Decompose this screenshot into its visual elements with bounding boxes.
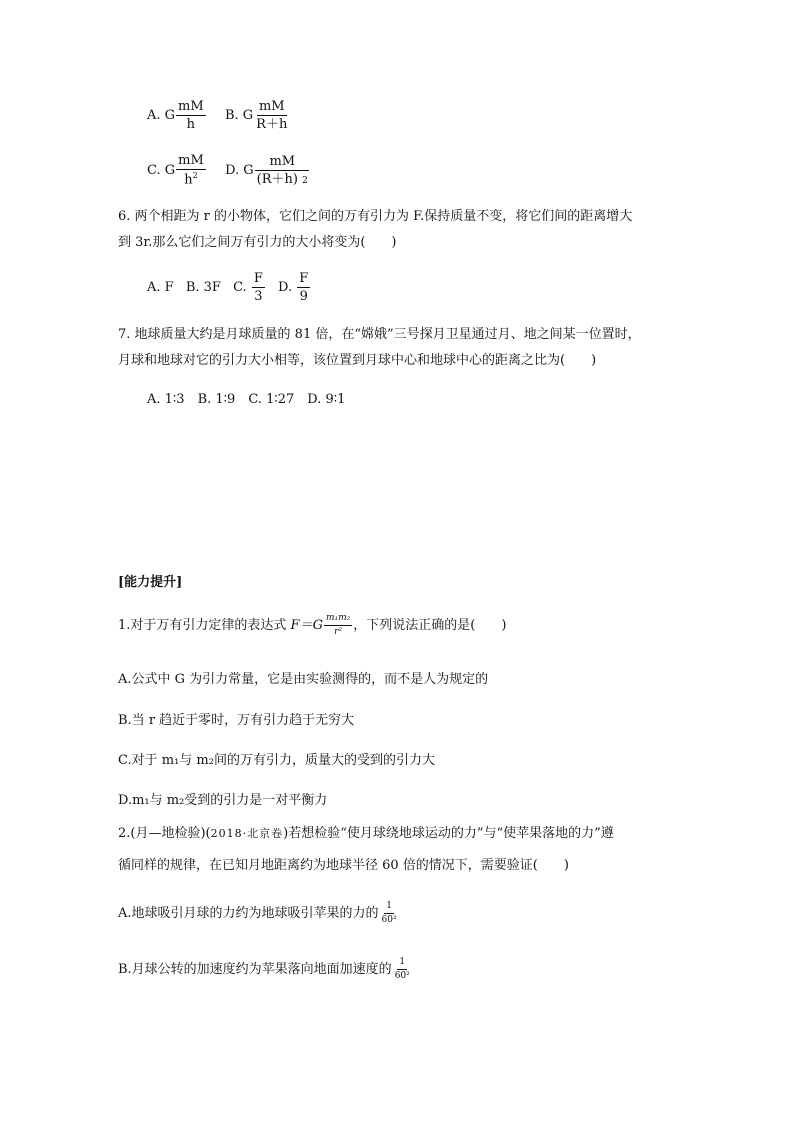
q6-option-d: D. $\frac{F}{9}$: [278, 271, 309, 304]
q5-a-fraction: $\frac{mM}{h}$: [178, 99, 204, 132]
p1-option-d: D.m₁与 m₂受到的引力是一对平衡力: [118, 793, 328, 808]
p2-stem-line1: 2.(月—地检验)(2018·北京卷)若想检验“使月球绕地球运动的力”与“使苹果落地的力”遵: [118, 826, 614, 841]
q6-option-c: C. $\frac{F}{3}$: [233, 271, 263, 304]
p2-stem-line2: 循同样的规律，在已知月地距离约为地球半径 60 倍的情况下，需要验证( ): [118, 858, 569, 873]
p2-option-a: A.地球吸引月球的力约为地球吸引苹果的力的 $\frac{1}{\text{60²}}$: [118, 901, 397, 925]
p1-formula-fraction: $\frac{\text{m₁m₂}}{\text{r²}}$: [325, 613, 351, 637]
q7-stem-line1: 7. 地球质量大约是月球质量的 81 倍，在“嫦娥”三号探月卫星通过月、地之间某一位置时，: [118, 327, 641, 342]
p1-stem: 1.对于万有引力定律的表达式 F＝G $\frac{\text{m₁m₂}}{\text{r²}}$ ，下列说法正确的是( ): [118, 613, 507, 637]
q5-c-fraction: $\frac{mM}{h^2}$: [178, 153, 204, 188]
q5-options-ab: [147, 100, 290, 131]
q6-stem-line2: 到 3r.那么它们之间万有引力的大小将变为( ): [118, 235, 397, 250]
q7-stem-line2: 月球和地球对它的引力大小相等，该位置到月球中心和地球中心的距离之比为( ): [118, 353, 597, 368]
q5-option-b: B. G $\frac{mM}{R+h}$: [224, 99, 288, 132]
q7-options: A. 1∶3 B. 1∶9 C. 1∶27 D. 9∶1: [147, 392, 346, 407]
p1-option-a: A.公式中 G 为引力常量，它是由实验测得的，而不是人为规定的: [118, 672, 489, 687]
q5-options-cd: [147, 154, 311, 186]
q5-option-c: C. G $\frac{mM}{h^2}$: [147, 153, 204, 188]
section-title: [能力提升]: [118, 575, 183, 590]
q6-option-b: B. 3F: [185, 280, 221, 295]
q6-stem-line1: 6. 两个相距为 r 的小物体，它们之间的万有引力为 F.保持质量不变，将它们间的距离增大: [118, 209, 633, 224]
q6-option-a: A. F: [147, 280, 174, 295]
p2-option-b: B.月球公转的加速度约为苹果落向地面加速度的 $\frac{1}{\text{60²}}$: [118, 957, 410, 981]
q5-d-fraction: $\frac{mM}{(R+h) 2}$: [256, 153, 308, 187]
q5-option-a: A. G $\frac{mM}{h}$: [147, 99, 204, 132]
q5-b-fraction: $\frac{mM}{R+h}$: [256, 99, 288, 132]
p2-source: 2018·北京卷: [210, 827, 284, 840]
q6-options: [147, 272, 311, 303]
p1-option-b: B.当 r 趋近于零时，万有引力趋于无穷大: [118, 713, 355, 728]
p1-option-c: C.对于 m₁与 m₂间的万有引力，质量大的受到的引力大: [118, 753, 435, 768]
q5-option-d: D. G $\frac{mM}{(R+h) 2}$: [225, 153, 308, 187]
